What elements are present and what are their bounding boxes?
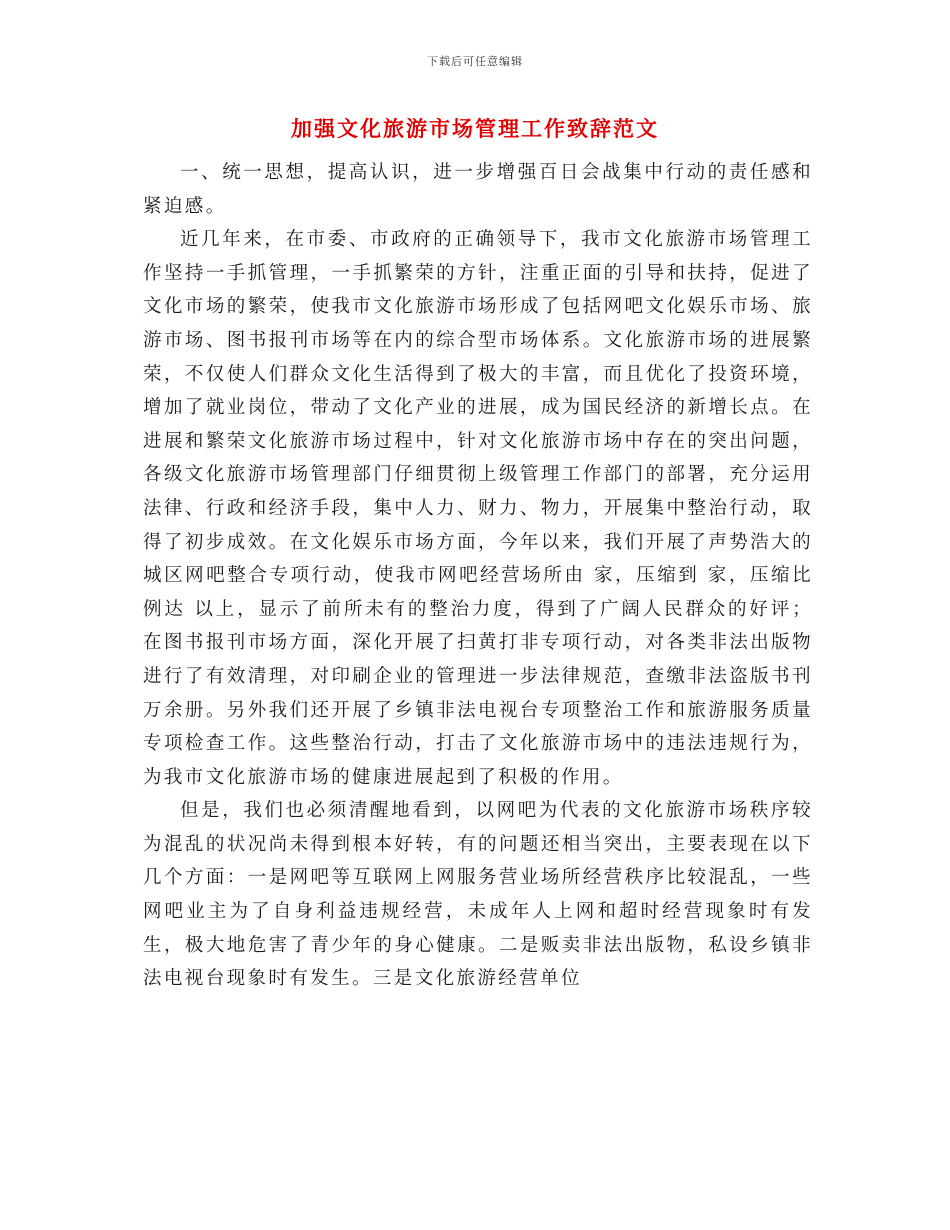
header-note: 下载后可任意编辑 xyxy=(427,55,523,68)
paragraph-2: 近几年来，在市委、市政府的正确领导下，我市文化旅游市场管理工作坚持一手抓管理，一手抓繁荣的方针，注重正面的引导和扶持，促进了文化市场的繁荣，使我市文化旅游市场形成了包括网吧文化娱乐市场、旅游市场、图书报刊市场等在内的综合型市场体系。文化旅游市场的进展繁荣，不仅使人们群众文化生活得到了极大的丰富，而且优化了投资环境，增加了就业岗位，带动了文化产业的进展，成为国民经济的新增长点。在进展和繁荣文化旅游市场过程中，针对文化旅游市场中存在的突出问题，各级文化旅游市场管理部门仔细贯彻上级管理工作部门的部署，充分运用法律、行政和经济手段，集中人力、财力、物力，开展集中整治行动，取得了初步成效。在文化娱乐市场方面，今年以来，我们开展了声势浩大的城区网吧整合专项行动，使我市网吧经营场所由 家，压缩到 家，压缩比例达 以上，显示了前所未有的整治力度，得到了广阔人民群众的好评；在图书报刊市场方面，深化开展了扫黄打非专项行动，对各类非法出版物进行了有效清理，对印刷企业的管理进一步法律规范，查缴非法盗版书刊 万余册。另外我们还开展了乡镇非法电视台专项整治工作和旅游服务质量专项检查工作。这些整治行动，打击了文化旅游市场中的违法违规行为，为我市文化旅游市场的健康进展起到了积极的作用。 xyxy=(143,229,813,788)
document-body xyxy=(143,156,813,996)
document-title: 加强文化旅游市场管理工作致辞范文 xyxy=(291,116,659,141)
paragraph-1: 一、统一思想，提高认识，进一步增强百日会战集中行动的责任感和紧迫感。 xyxy=(143,162,813,217)
paragraph-3: 但是，我们也必须清醒地看到，以网吧为代表的文化旅游市场秩序较为混乱的状况尚未得到根本好转，有的问题还相当突出，主要表现在以下几个方面：一是网吧等互联网上网服务营业场所经营秩序比较混乱，一些网吧业主为了自身利益违规经营，未成年人上网和超时经营现象时有发生，极大地危害了青少年的身心健康。二是贩卖非法出版物，私设乡镇非法电视台现象时有发生。三是文化旅游经营单位 xyxy=(143,800,813,990)
